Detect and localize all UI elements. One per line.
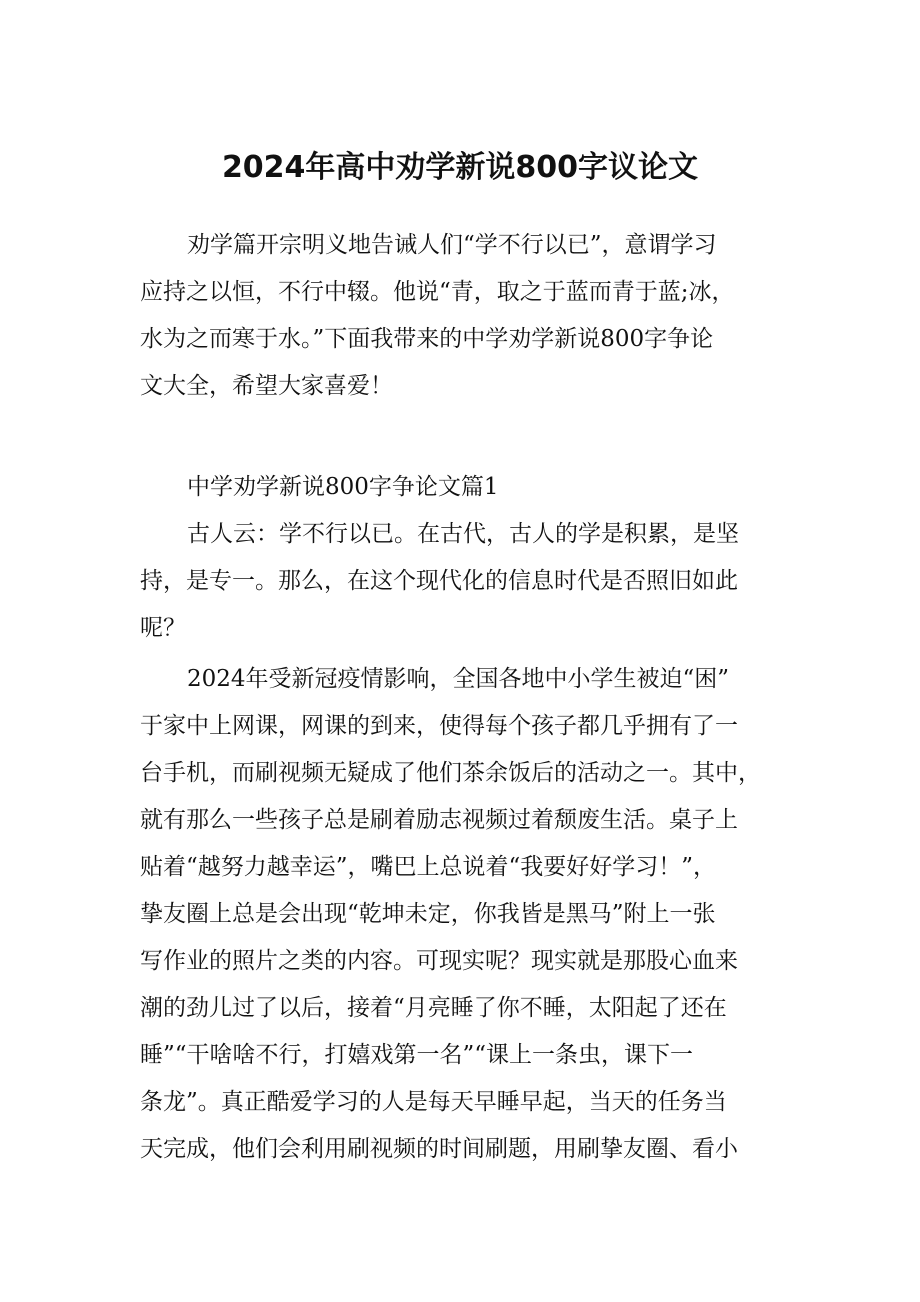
text-line: 睡”“干啥啥不行，打嬉戏第一名”“课上一条虫，课下一 xyxy=(140,1042,694,1068)
text-line: 应持之以恒，不行中辍。他说“青，取之于蓝而青于蓝;冰， xyxy=(140,279,735,305)
paragraph-2 xyxy=(140,656,785,1173)
text-line: 于家中上网课，网课的到来，使得每个孩子都几乎拥有了一 xyxy=(140,713,738,739)
text-line: 潮的劲儿过了以后，接着“月亮睡了你不睡，太阳起了还在 xyxy=(140,995,727,1021)
text-line: 2024年受新冠疫情影响，全国各地中小学生被迫“困” xyxy=(187,666,730,692)
text-line: 持，是专一。那么，在这个现代化的信息时代是否照旧如此 xyxy=(140,568,738,594)
text-line: 条龙”。真正酷爱学习的人是每天早睡早起，当天的任务当 xyxy=(140,1089,727,1115)
intro-paragraph xyxy=(140,222,785,410)
text-line: 贴着“越努力越幸运”，嘴巴上总说着“我要好好学习！”， xyxy=(140,854,717,880)
text-line: 文大全，希望大家喜爱！ xyxy=(140,373,393,399)
text-line: 劝学篇开宗明义地告诫人们“学不行以已”，意谓学习 xyxy=(187,232,717,258)
text-line: 台手机，而刷视频无疑成了他们茶余饭后的活动之一。其中， xyxy=(140,760,761,786)
paragraph-1 xyxy=(140,511,785,652)
document-title: 2024年高中劝学新说800字议论文 xyxy=(221,150,699,185)
text-line: 呢？ xyxy=(140,615,186,641)
text-line: 古人云：学不行以已。在古代，古人的学是积累，是坚 xyxy=(187,521,739,547)
text-line: 挚友圈上总是会出现“乾坤未定，你我皆是黑马”附上一张 xyxy=(140,901,716,927)
text-line: 水为之而寒于水。”下面我带来的中学劝学新说800字争论 xyxy=(140,326,714,352)
text-line: 天完成，他们会利用刷视频的时间刷题，用刷挚友圈、看小 xyxy=(140,1136,738,1162)
text-line: 就有那么一些孩子总是刷着励志视频过着颓废生活。桌子上 xyxy=(140,807,738,833)
text-line: 写作业的照片之类的内容。可现实呢？现实就是那股心血来 xyxy=(140,948,738,974)
section-heading-text: 中学劝学新说800字争论文篇1 xyxy=(187,474,499,500)
section-heading xyxy=(140,464,785,511)
